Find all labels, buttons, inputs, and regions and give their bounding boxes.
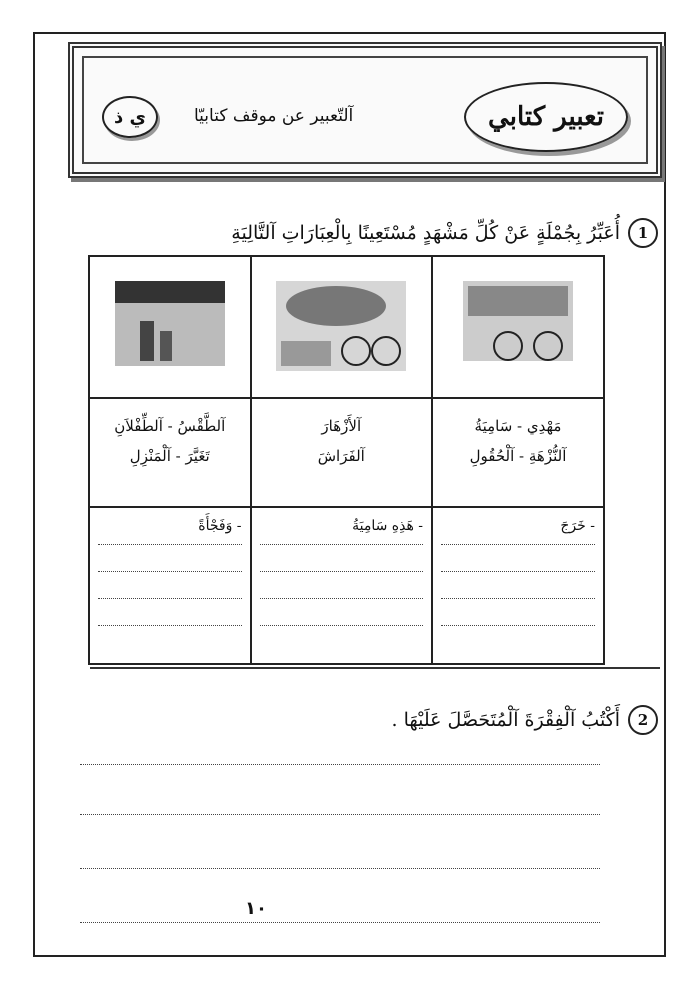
header-inner-frame: [82, 56, 648, 164]
words-cell-1: [432, 398, 604, 507]
question-text: أَكْتُبُ آلْفِقْرَةَ آلْمُتَحَصَّلَ عَلَيْهَا .: [391, 709, 620, 731]
level-badge: ي ذ: [102, 96, 158, 138]
lesson-title: آلتّعبير عن موقف كتابيّا: [194, 106, 354, 126]
sentence-starter: - وَفَجْأَةً: [198, 518, 242, 534]
sentence-starter: - هَذِهِ سَامِيَةُ: [352, 518, 424, 534]
words-cell-2: [251, 398, 433, 507]
writing-row: [89, 507, 604, 664]
word-hint: آلفَرَاشَ: [317, 447, 365, 465]
word-hint: مَهْدِي - سَامِيَةُ: [474, 417, 562, 435]
question-2: [392, 705, 658, 735]
scene-cell-2: [251, 256, 433, 398]
writing-line[interactable]: [80, 922, 600, 923]
sentence-starter: - خَرَجَ: [560, 518, 595, 534]
images-row: [89, 256, 604, 398]
writing-cell-3[interactable]: [89, 507, 251, 664]
scene-garden-image: [276, 281, 406, 376]
writing-line[interactable]: [80, 868, 600, 869]
lesson-type-badge: تعبير كتابي: [464, 82, 628, 152]
words-cell-3: [89, 398, 251, 507]
word-hint: آلأَزْهَارَ: [321, 417, 362, 435]
exercise-table: [88, 255, 605, 665]
words-row: [89, 398, 604, 507]
question-text: أُعَبِّرُ بِجُمْلَةٍ عَنْ كُلِّ مَشْهَدٍ مُسْتَعِينًا بِالْعِبَارَاتِ آلتَّالِيَةِ: [231, 222, 620, 244]
page-number: ١٠: [245, 898, 267, 919]
section-divider: [90, 667, 660, 669]
scene-cell-3: [89, 256, 251, 398]
scene-weather-image: [115, 281, 225, 371]
question-number: 2: [628, 705, 658, 735]
writing-line[interactable]: [80, 814, 600, 815]
question-number: 1: [628, 218, 658, 248]
writing-line[interactable]: [80, 764, 600, 765]
writing-cell-2[interactable]: [251, 507, 433, 664]
writing-cell-1[interactable]: [432, 507, 604, 664]
scene-cell-1: [432, 256, 604, 398]
word-hint: آلنُّزْهَةِ - آلْحُقُولِ: [469, 447, 567, 465]
question-1: [231, 218, 658, 248]
word-hint: آلطَّقْسُ - آلطِّفْلاَنِ: [114, 417, 226, 435]
word-hint: تَغَيَّرَ - آلْمَنْزِلِ: [129, 447, 210, 465]
scene-bicycles-image: [463, 281, 573, 371]
worksheet-header: [68, 42, 662, 178]
